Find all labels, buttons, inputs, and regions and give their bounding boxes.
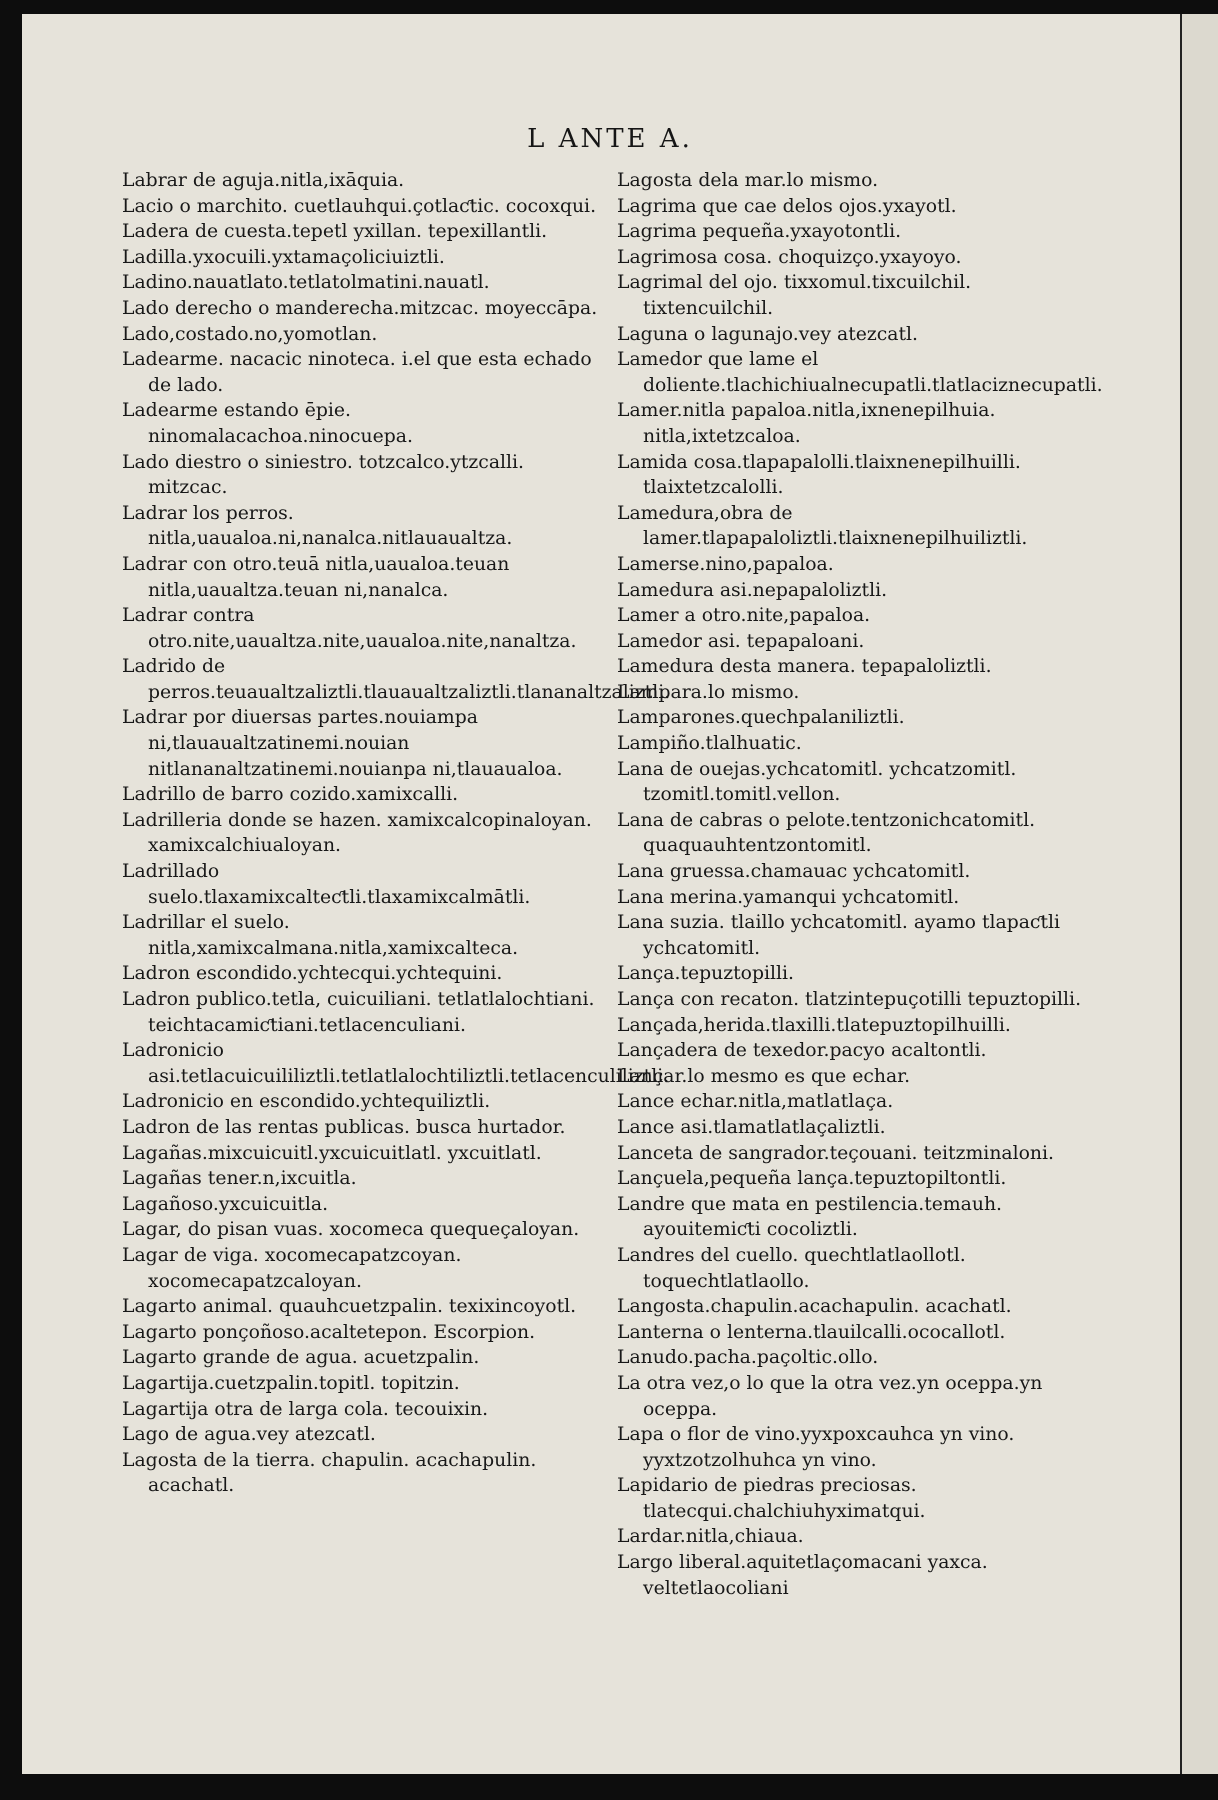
dictionary-entry: Lamedor asi. tepapaloani. [617,630,865,652]
dictionary-entry: Ladron de las rentas publicas. busca hurtador. [122,1116,566,1138]
dictionary-entry: Ladrido de perros.teuaualtzaliztli.tlauaualtzaliztli.tlananaltzaliztli. [122,656,671,703]
dictionary-entry: Lagar, do pisan vuas. xocomeca quequeçaloyan. [122,1219,580,1241]
dictionary-entry: Lamedura asi.nepapaloliztli. [617,579,888,601]
dictionary-entry: Lagarto ponçoñoso.acaltetepon. Escorpion. [122,1321,536,1343]
dictionary-entry: Lacio o marchito. cuetlauhqui.çotlaƈtic. cocoxqui. [122,195,597,217]
dictionary-entry: Ladera de cuesta.tepetl yxillan. tepexillantli. [122,221,548,243]
dictionary-entry: Lagañas tener.n,ixcuitla. [122,1168,357,1190]
dictionary-entry: Lagartija.cuetzpalin.topitl. topitzin. [122,1372,460,1394]
dictionary-entry: Ladino.nauatlato.tetlatolmatini.nauatl. [122,272,490,294]
dictionary-entry: Lançadera de texedor.pacyo acaltontli. [617,1040,987,1062]
dictionary-entry: Lagosta dela mar.lo mismo. [617,170,879,191]
dictionary-entry: Landre que mata en pestilencia.temauh. ayouitemiƈti cocoliztli. [617,1193,1003,1241]
dictionary-entry: Ladrar contra otro.nite,uaualtza.nite,uaualoa.nite,nanaltza. [122,605,577,652]
dictionary-entry: Lançuela,pequeña lança.tepuztopiltontli. [617,1168,1007,1190]
running-header: L ANTE A. [527,124,693,154]
dictionary-entry: Lamida cosa.tlapapalolli.tlaixnenepilhuilli. tlaixtetzcalolli. [617,451,1021,499]
dictionary-entry: Lamedor que lame el doliente.tlachichiualnecupatli.tlatlaciznecupatli. [617,349,1103,396]
dictionary-entry: Lanudo.pacha.paçoltic.ollo. [617,1347,879,1369]
dictionary-entry: Lança con recaton. tlatzintepuçotilli tepuztopilli. [617,989,1082,1010]
dictionary-entry: Lançada,herida.tlaxilli.tlatepuztopilhuilli. [617,1014,1011,1036]
dictionary-entry: Ladron escondido.ychtecqui.ychtequini. [122,963,503,985]
dictionary-entry: Lapidario de piedras preciosas. tlatecqui.chalchiuhyximatqui. [617,1475,926,1522]
dictionary-entry: Lamer.nitla papaloa.nitla,ixnenepilhuia. nitla,ixtetzcaloa. [617,400,996,447]
dictionary-entry: Lana suzia. tlaillo ychcatomitl. ayamo tlapaƈtli ychcatomitl. [617,912,1061,959]
dictionary-entry: Lagañoso.yxcuicuitla. [122,1193,329,1215]
dictionary-entry: Ladrar por diuersas partes.nouiampa ni,tlauaualtzatinemi.nouian nitlananaltzatinemi.nouianpa ni,tlauaualoa. [122,707,563,780]
dictionary-entry: Ladrilleria donde se hazen. xamixcalcopinaloyan. xamixcalchiualoyan. [122,809,592,857]
dictionary-entry: Ladrar los perros. nitla,uaualoa.ni,nanalca.nitlauaualtza. [122,502,513,550]
dictionary-entry: Lagrimal del ojo. tixxomul.tixcuilchil. tixtencuilchil. [617,272,972,319]
dictionary-entry: Lagrima pequeña.yxayotontli. [617,221,902,243]
dictionary-entry: Lagarto animal. quauhcuetzpalin. texixincoyotl. [122,1296,577,1318]
dictionary-entry: Langosta.chapulin.acachapulin. acachatl. [617,1296,1012,1318]
dictionary-entry: Ladrillar el suelo. nitla,xamixcalmana.nitla,xamixcalteca. [122,912,519,959]
dictionary-entry: Ladilla.yxocuili.yxtamaçoliciuiztli. [122,246,445,268]
facing-page-edge [1180,14,1218,1774]
dictionary-entry: Lagar de viga. xocomecapatzcoyan. xocomecapatzcaloyan. [122,1244,462,1292]
dictionary-entry: Lanceta de sangrador.teçouani. teitzminaloni. [617,1142,1054,1164]
dictionary-entry: Largo liberal.aquitetlaçomacani yaxca. veltetlaocoliani [617,1552,988,1599]
dictionary-entry: Lagrima que cae delos ojos.yxayotl. [617,195,957,217]
dictionary-entry: Lagarto grande de agua. acuetzpalin. [122,1347,480,1369]
dictionary-entry: Lamedura,obra de lamer.tlapapaloliztli.tlaixnenepilhuiliztli. [617,502,1028,550]
dictionary-entry: Lago de agua.vey atezcatl. [122,1424,376,1446]
dictionary-entry: Lagrimosa cosa. choquizço.yxayoyo. [617,246,962,268]
dictionary-entry: Lamedura desta manera. tepapaloliztli. [617,656,992,678]
dictionary-entry: Ladearme estando ēpie. ninomalacachoa.ninocuepa. [122,400,413,447]
right-column [617,168,1102,1601]
dictionary-entry: Ladrillo de barro cozido.xamixcalli. [122,784,459,806]
dictionary-entry: Ladronicio asi.tetlacuicuililiztli.tetlatlalochtiliztli.tetlacenculiliztli. [122,1040,670,1087]
dictionary-entry: Ladrar con otro.teuā nitla,uaualoa.teuan nitla,uaualtza.teuan ni,nanalca. [122,553,510,601]
dictionary-entry: Lado,costado.no,yomotlan. [122,323,378,345]
dictionary-entry: Ladearme. nacacic ninoteca. i.el que esta echado de lado. [122,349,592,396]
dictionary-entry: Lagañas.mixcuicuitl.yxcuicuitlatl. yxcuitlatl. [122,1142,542,1164]
dictionary-entry: Ladronicio en escondido.ychtequiliztli. [122,1091,491,1113]
dictionary-entry: Lana merina.yamanqui ychcatomitl. [617,886,960,908]
dictionary-entry: Lança.tepuztopilli. [617,963,795,985]
dictionary-entry: Lana de ouejas.ychcatomitl. ychcatzomitl. tzomitl.tomitl.vellon. [617,758,1017,806]
dictionary-entry: Lardar.nitla,chiaua. [617,1526,804,1548]
dictionary-entry: Lamerse.nino,papaloa. [617,553,834,575]
dictionary-entry: La otra vez,o lo que la otra vez.yn oceppa.yn oceppa. [617,1372,1043,1420]
dictionary-entry: Lance echar.nitla,matlatlaça. [617,1091,894,1113]
left-column [122,168,671,1499]
dictionary-entry: Laguna o lagunajo.vey atezcatl. [617,323,919,345]
dictionary-entry: Labrar de aguja.nitla,ixāquia. [122,170,405,191]
dictionary-entry: Lamparones.quechpalaniliztli. [617,707,905,729]
dictionary-entry: Lagartija otra de larga cola. tecouixin. [122,1398,489,1420]
dictionary-entry: Lagosta de la tierra. chapulin. acachapulin. acachatl. [122,1449,537,1497]
dictionary-entry: Lado derecho o manderecha.mitzcac. moyeccāpa. [122,297,598,319]
dictionary-entry: Lana gruessa.chamauac ychcatomitl. [617,861,971,883]
dictionary-entry: Ladrillado suelo.tlaxamixcalteƈtli.tlaxamixcalmātli. [122,861,531,908]
dictionary-entry: Ladron publico.tetla, cuicuiliani. tetlatlalochtiani. teichtacamiƈtiani.tetlacenculiani. [122,989,595,1036]
dictionary-entry: Lado diestro o siniestro. totzcalco.ytzcalli. mitzcac. [122,451,525,499]
dictionary-entry: Lamer a otro.nite,papaloa. [617,605,871,627]
dictionary-entry: Landres del cuello. quechtlatlaollotl. toquechtlatlaollo. [617,1244,966,1292]
dictionary-entry: Lanterna o lenterna.tlauilcalli.ococallotl. [617,1321,1006,1343]
dictionary-entry: Lampara.lo mismo. [617,681,800,703]
dictionary-entry: Lampiño.tlalhuatic. [617,733,802,755]
dictionary-entry: Lançar.lo mesmo es que echar. [617,1065,911,1087]
dictionary-entry: Lapa o flor de vino.yyxpoxcauhca yn vino. yyxtzotzolhuhca yn vino. [617,1424,1015,1471]
dictionary-entry: Lance asi.tlamatlatlaçaliztli. [617,1116,886,1138]
dictionary-entry: Lana de cabras o pelote.tentzonichcatomitl. quaquauhtentzontomitl. [617,809,1036,857]
